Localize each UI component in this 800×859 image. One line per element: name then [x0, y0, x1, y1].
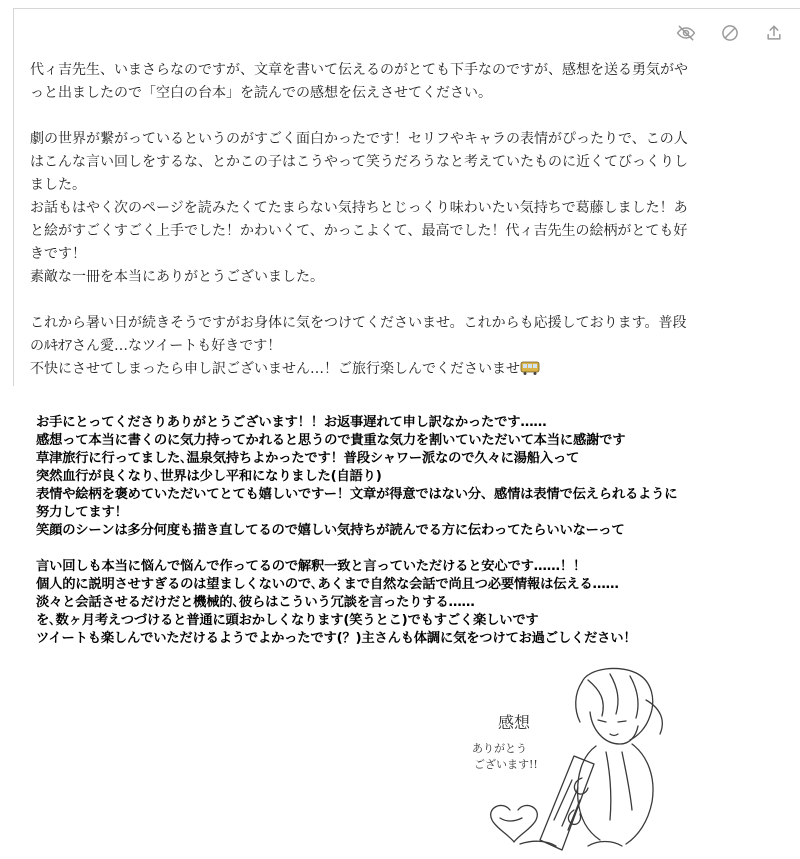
card-toolbar: [674, 21, 786, 45]
reply-line: を､数ヶ月考えつづけると普通に頭おかしくなります(笑うとこ)でもすごく楽しいです: [36, 613, 539, 628]
message-line: ました。: [30, 177, 86, 193]
message-line: のﾙｷｵｱさん愛…なツイートも好きです！: [30, 338, 282, 354]
message-line: 素敵な一冊を本当にありがとうございました。: [30, 269, 324, 285]
reply-line: 笑顔のシーンは多分何度も描き直してるので嬉しい気持ちが読んでる方に伝わってたらいいなーって: [36, 523, 625, 538]
reply-line: 草津旅行に行ってました､温泉気持ちよかったです！普段シャワー派なので久々に湯船入って: [36, 451, 580, 466]
sketch-thanks-line2: ございます!!: [474, 758, 538, 771]
message-line: 不快にさせてしまったら申し訳ございません…！ご旅行楽しんでくださいませ: [30, 358, 770, 381]
message-card: [13, 8, 800, 386]
reply-body: [36, 414, 776, 648]
reply-line: 淡々と会話させるだけだと機械的､彼らはこういう冗談を言ったりする……: [36, 595, 475, 610]
message-line: お話もはやく次のページを読みたくてたまらない気持ちとじっくり味わいたい気持ちで葛藤しました！あ: [30, 200, 688, 216]
reply-line: 感想って本当に書くのに気力持ってかれると思うので貴重な気力を割いていただいて本当に感謝です: [36, 433, 626, 448]
train-icon: [520, 360, 540, 376]
message-line: っと出ましたので「空白の台本」を読んでの感想を伝えさせてください。: [30, 85, 492, 101]
reply-line: 個人的に説明させすぎるのは望ましくないので､あくまで自然な会話で尚且つ必要情報は伝える……: [36, 577, 619, 592]
message-line: これから暑い日が続きそうですがお身体に気をつけてくださいませ。これからも応援しております。普段: [30, 315, 687, 331]
message-line: きです！: [30, 246, 86, 262]
share-button[interactable]: [762, 21, 786, 45]
reply-line: 表情や絵柄を褒めていただいてとても嬉しいですー！文章が得意ではない分、感情は表情で伝えられるように: [36, 487, 678, 502]
message-body: [30, 59, 770, 381]
block-button[interactable]: [718, 21, 742, 45]
reply-line: ツイートも楽しんでいただけるようでよかったです(？)主さんも体調に気をつけてお過ごしください！: [36, 631, 637, 646]
reply-line: 言い回しも本当に悩んで悩んで作ってるので解釈一致と言っていただけると安心です……！！: [36, 559, 587, 574]
thank-you-sketch: [470, 660, 700, 855]
sketch-title: 感想: [498, 713, 531, 732]
reply-line: お手にとってくださりありがとうございます！！お返事遅れて申し訳なかったです……: [36, 415, 547, 430]
eye-off-icon: [676, 23, 696, 43]
message-line: はこんな言い回しをするな、とかこの子はこうやって笑うだろうなと考えていたものに近くてびっくりし: [30, 154, 688, 170]
message-line: と絵がすごくすごく上手でした！かわいくて、かっこよくて、最高でした！代ィ吉先生の絵柄がとても好: [30, 223, 688, 239]
share-icon: [764, 23, 784, 43]
block-icon: [720, 23, 740, 43]
message-line: 代ィ吉先生、いまさらなのですが、文章を書いて伝えるのがとても下手なのですが、感想を送る勇気がや: [30, 62, 688, 78]
message-line: 劇の世界が繋がっているというのがすごく面白かったです！セリフやキャラの表情がぴったりで、この人: [30, 131, 688, 147]
sketch-thanks-line1: ありがとう: [472, 742, 527, 755]
hide-button[interactable]: [674, 21, 698, 45]
reply-line: 努力してます！: [36, 505, 128, 520]
reply-line: 突然血行が良くなり､世界は少し平和になりました(自語り): [36, 469, 382, 484]
